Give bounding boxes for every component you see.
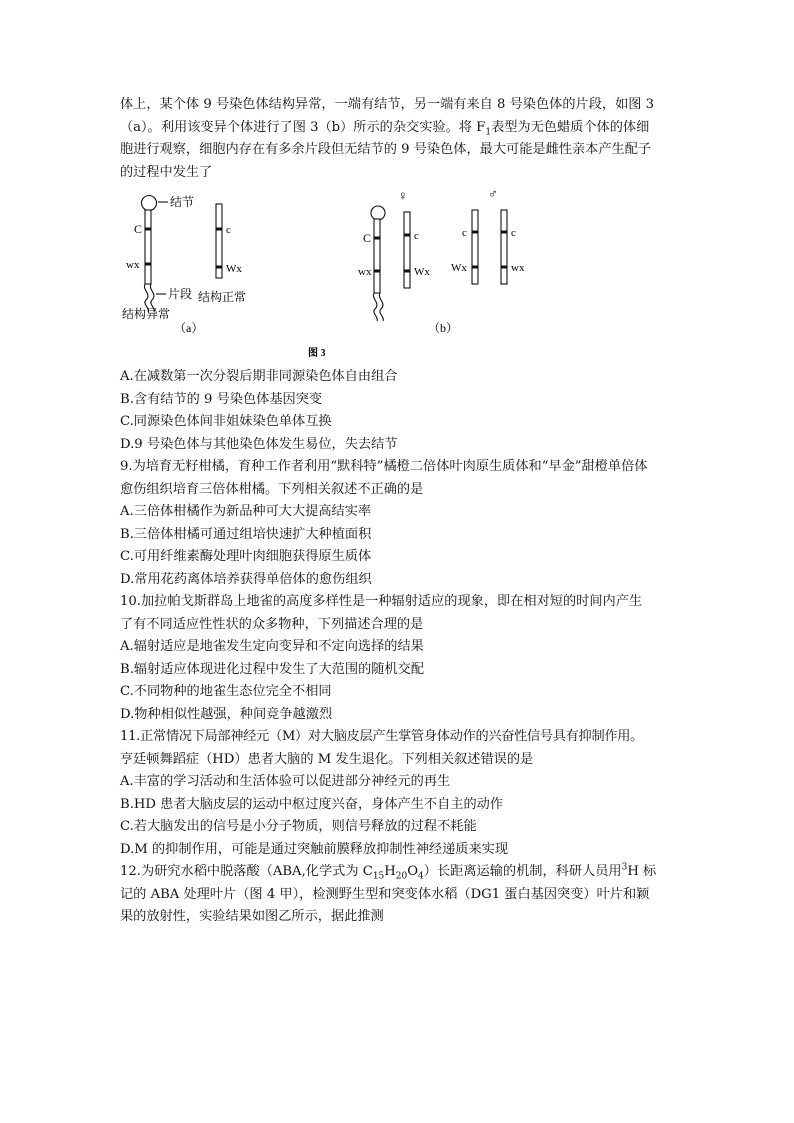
figure-caption: 图 3 xyxy=(308,348,326,359)
question-12-stem: 12.为研究水稻中脱落酸（ABA,化学式为 $C_{15}H_{20}O_4$）长距离运输的机制，科研人员用$^3$H 标 xyxy=(120,862,657,882)
question-8-options xyxy=(120,366,680,929)
normal-label: 结构正常 xyxy=(198,290,247,304)
panel-b-label: （b） xyxy=(428,321,459,335)
option-d: D.常用花药离体培养获得单倍体的愈伤组织 xyxy=(120,571,372,587)
question-11-stem: 11.正常情况下局部神经元（M）对大脑皮层产生掌管身体动作的兴奋性信号具有抑制作用。 xyxy=(120,729,643,744)
option-a: A.在减数第一次分裂后期非同源染色体自由组合 xyxy=(120,369,398,384)
stem-line: 胞进行观察，细胞内存在有多余片段但无结节的 9 号染色体，最大可能是雌性亲本产生配子 xyxy=(120,142,652,157)
gene-wx-label: wx xyxy=(126,259,140,271)
normal-chromosome xyxy=(216,204,222,278)
male-chromosome-1 xyxy=(472,210,478,284)
stem-line: （a）。利用该变异个体进行了图 3（b）所示的杂交实验。将 $F_1$表型为无色蜡质个体的体细 xyxy=(120,119,650,138)
option-a: A.辐射适应是地雀发生定向变异和不定向选择的结果 xyxy=(120,639,424,654)
option-c: C.同源染色体间非姐妹染色单体互换 xyxy=(120,414,332,429)
chromosome-diagram xyxy=(118,182,618,360)
option-d: D.9 号染色体与其他染色体发生易位，失去结节 xyxy=(120,436,398,452)
male-symbol: ♂ xyxy=(488,186,498,201)
abnormal-label: 结构异常 xyxy=(122,307,171,321)
question-10-stem: 了有不同适应性性状的众多物种，下列描述合理的是 xyxy=(120,616,424,632)
option-c: C.若大脑发出的信号是小分子物质，则信号释放的过程不耗能 xyxy=(120,819,477,834)
question-10-stem: 10.加拉帕戈斯群岛上地雀的高度多样性是一种辐射适应的现象，即在相对短的时间内产生 xyxy=(120,594,643,609)
stem-line: 体上，某个体 9 号染色体结构异常，一端有结节，另一端有来自 8 号染色体的片段，如图 3 xyxy=(120,97,655,112)
male-gene-Wx: Wx xyxy=(451,262,467,274)
female-gene-c: c xyxy=(414,230,419,242)
panel-a-label: （a） xyxy=(174,321,204,335)
option-c: C.不同物种的地雀生态位完全不相同 xyxy=(120,684,332,699)
female-symbol: ♀ xyxy=(398,188,408,203)
female-gene-wx: wx xyxy=(358,266,372,278)
question-11-stem: 亨廷顿舞蹈症（HD）患者大脑的 M 发生退化。下列相关叙述错误的是 xyxy=(120,751,534,767)
question-8-stem xyxy=(120,94,680,184)
female-abnormal-chromosome xyxy=(371,206,385,321)
option-b: B.HD 患者大脑皮层的运动中枢过度兴奋，身体产生不自主的动作 xyxy=(120,796,504,812)
male-gene-wx: wx xyxy=(511,262,525,274)
female-gene-Wx: Wx xyxy=(414,266,430,278)
gene-C-label: C xyxy=(134,222,143,236)
option-b: B.含有结节的 9 号染色体基因突变 xyxy=(120,391,323,407)
abnormal-chromosome xyxy=(142,196,169,313)
figure-3 xyxy=(118,182,618,360)
option-d: D.M 的抑制作用，可能是通过突触前膜释放抑制性神经递质来实现 xyxy=(120,841,509,857)
segment-label: 片段 xyxy=(168,287,193,301)
female-normal-chromosome xyxy=(404,212,410,288)
male-chromosome-2 xyxy=(501,210,507,284)
female-gene-C: C xyxy=(363,231,372,245)
stem-line: 的过程中发生了 xyxy=(120,164,213,180)
knob-label: 结节 xyxy=(170,195,195,209)
question-12-stem: 果的放射性，实验结果如图乙所示，据此推测 xyxy=(120,909,384,924)
option-b: B.辐射适应体现进化过程中发生了大范围的随机交配 xyxy=(120,661,425,677)
gene-Wx-label: Wx xyxy=(226,263,242,275)
option-c: C.可用纤维素酶处理叶肉细胞获得原生质体 xyxy=(120,549,372,564)
male-gene-c-1: c xyxy=(462,227,467,239)
option-b: B.三倍体柑橘可通过组培快速扩大种植面积 xyxy=(120,526,372,542)
question-9-stem: 愈伤组织培育三倍体柑橘。下列相关叙述不正确的是 xyxy=(120,481,424,497)
option-d: D.物种相似性越强，种间竞争越激烈 xyxy=(120,706,333,722)
question-9-stem: 9.为培育无籽柑橘，育种工作者利用“默科特”橘橙二倍体叶肉原生质体和“早金”甜橙单倍体 xyxy=(120,459,648,474)
option-a: A.丰富的学习活动和生活体验可以促进部分神经元的再生 xyxy=(120,774,451,789)
question-12-stem: 记的 ABA 处理叶片（图 4 甲），检测野生型和突变体水稻（DG1 蛋白基因突变）叶片和颖 xyxy=(120,886,650,902)
male-gene-c-2: c xyxy=(511,227,516,239)
gene-c-label: c xyxy=(226,224,231,236)
option-a: A.三倍体柑橘作为新品种可大大提高结实率 xyxy=(120,504,372,519)
